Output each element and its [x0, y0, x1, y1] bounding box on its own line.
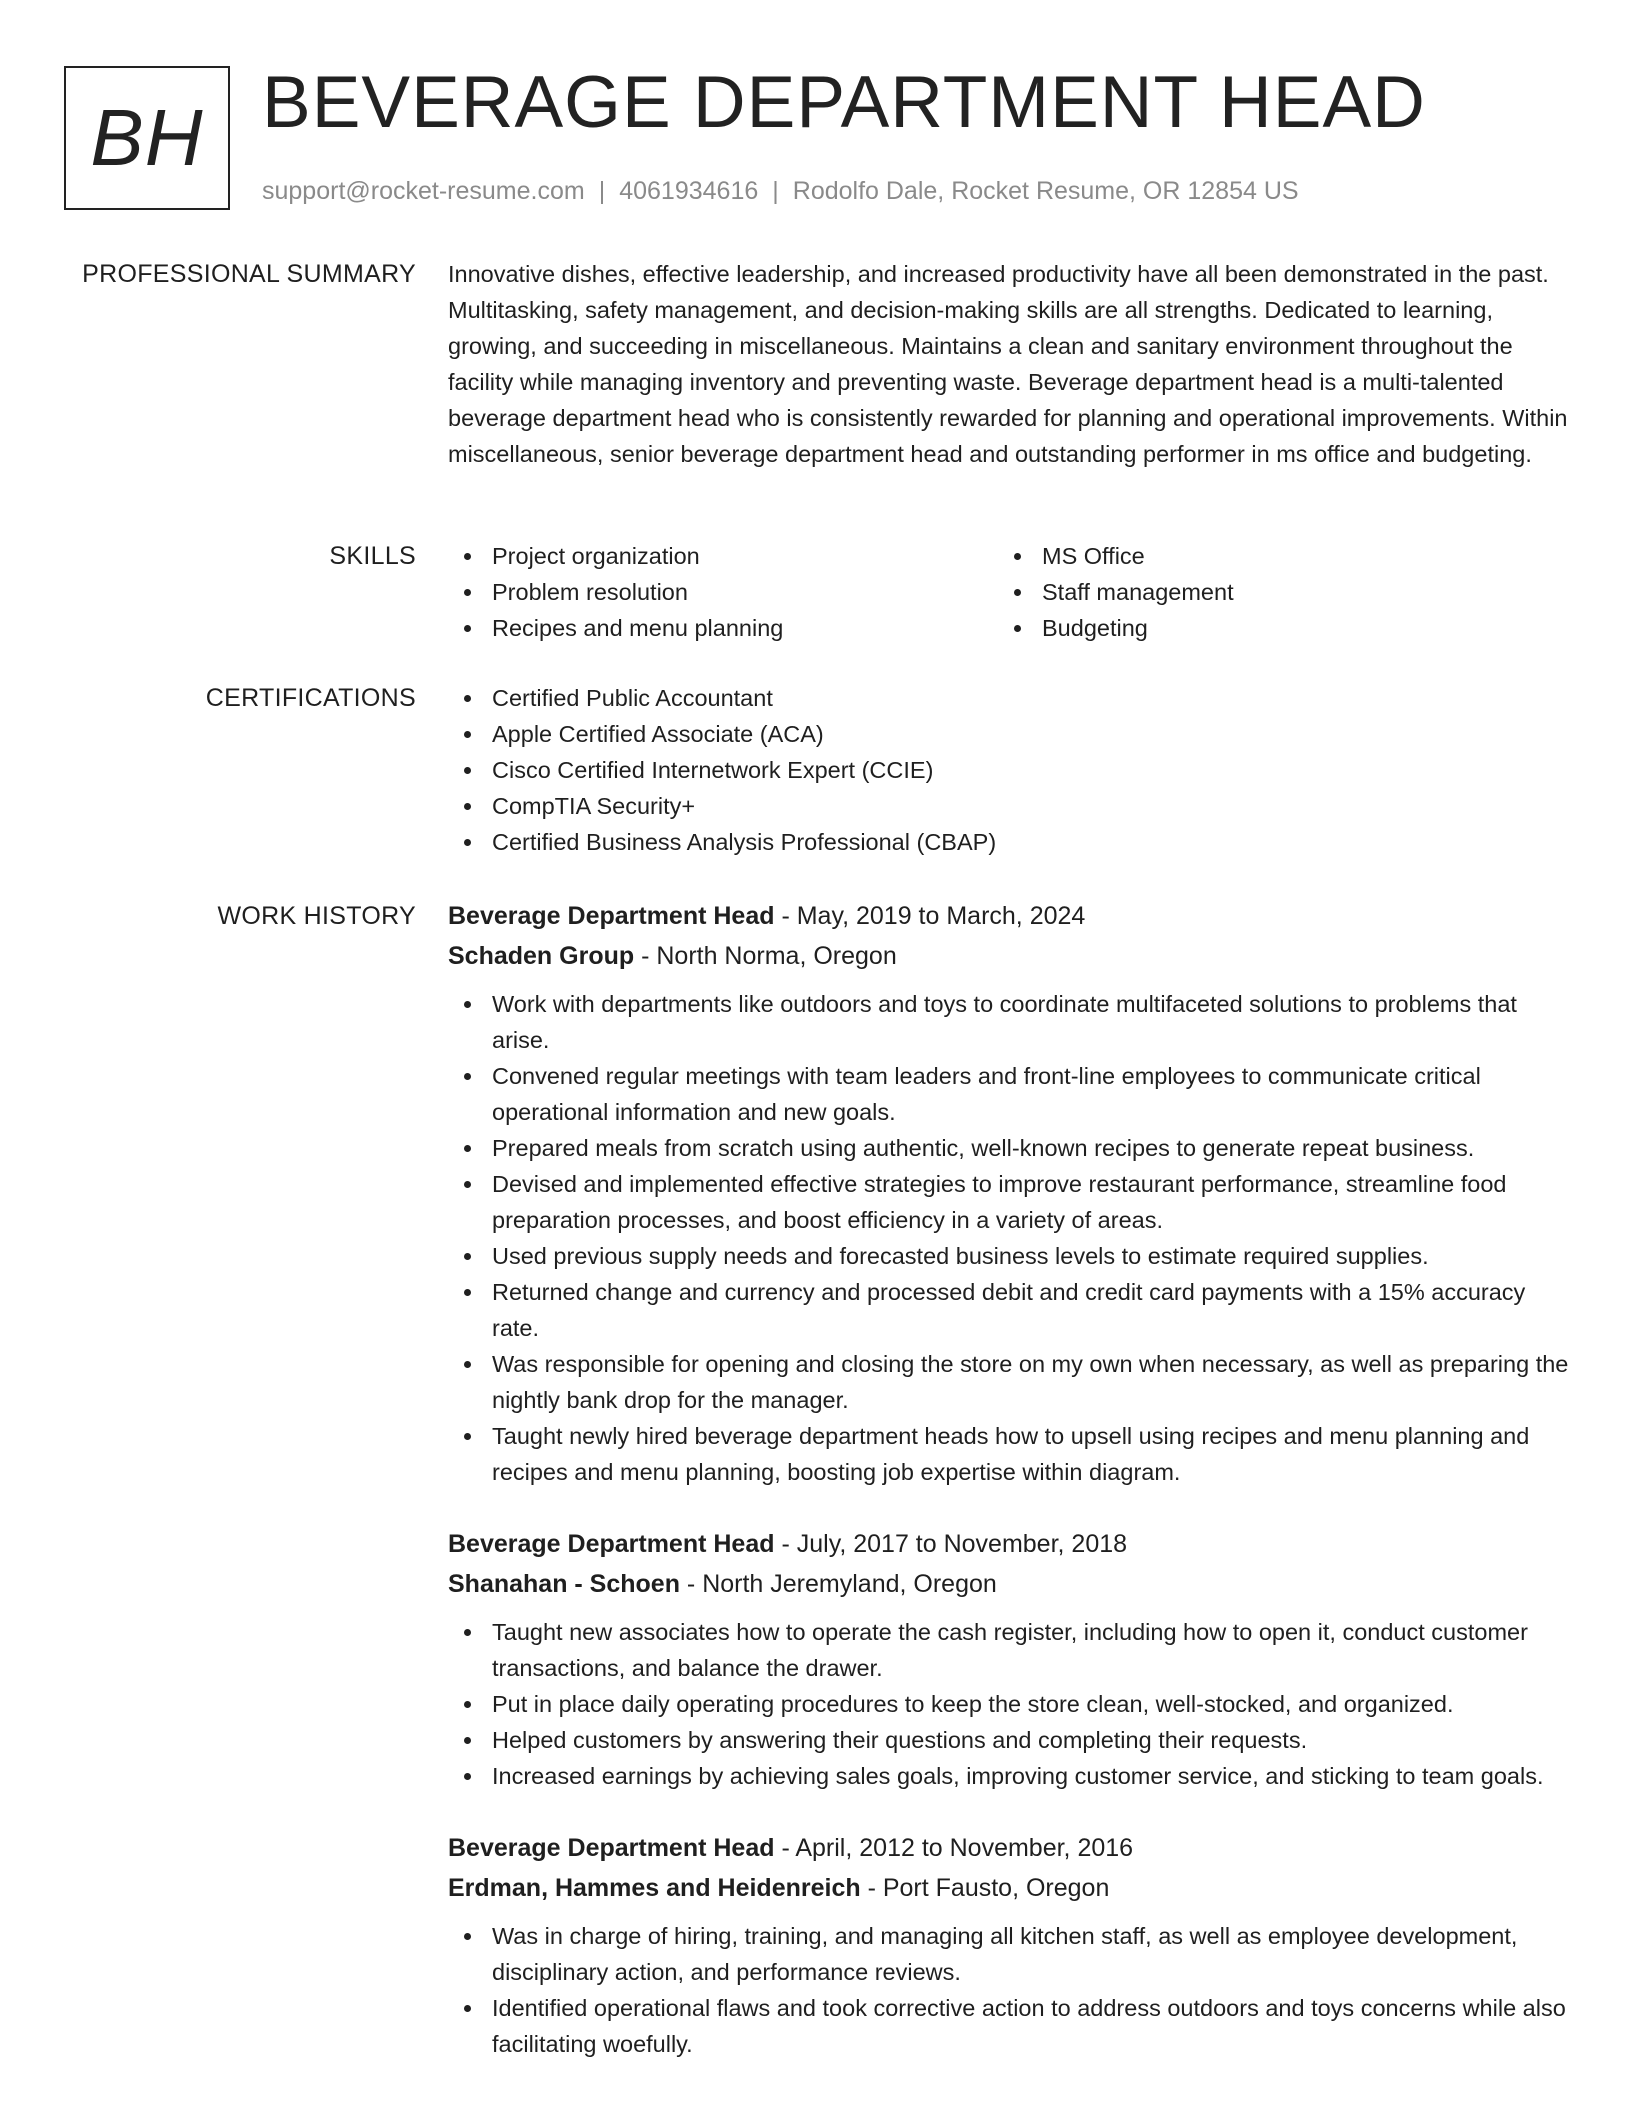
contact-email[interactable]: support@rocket-resume.com — [262, 177, 585, 205]
skill-item: Project organization — [448, 538, 998, 574]
candidate-name: BEVERAGE DEPARTMENT HEAD — [262, 62, 1426, 143]
job-duty: Devised and implemented effective strategies to improve restaurant performance, streamline food preparation processes, and boost efficiency in a variety of areas. — [448, 1166, 1572, 1238]
skill-item: Recipes and menu planning — [448, 610, 998, 646]
section-label-summary: PROFESSIONAL SUMMARY — [82, 260, 416, 288]
job-company: Erdman, Hammes and Heidenreich — [448, 1874, 861, 1902]
job-location: - North Jeremyland, Oregon — [679, 1570, 997, 1598]
job-company: Schaden Group — [448, 942, 635, 970]
job-duties-list — [448, 986, 1572, 1490]
job-duty: Taught newly hired beverage department heads how to upsell using recipes and menu planning and recipes and menu planning, boosting job expertise within diagram. — [448, 1418, 1572, 1490]
certification-item: Cisco Certified Internetwork Expert (CCIE) — [448, 752, 1572, 788]
job-entry — [448, 1524, 1572, 1794]
certification-item: CompTIA Security+ — [448, 788, 1572, 824]
job-title-line — [448, 896, 1572, 936]
job-company-line — [448, 936, 1572, 976]
job-dates: - July, 2017 to November, 2018 — [774, 1530, 1128, 1558]
job-dates: - April, 2012 to November, 2016 — [774, 1834, 1134, 1862]
contact-separator: | — [598, 177, 606, 205]
contact-separator: | — [772, 177, 779, 205]
job-duty: Was in charge of hiring, training, and managing all kitchen staff, as well as employee development, disciplinary action, and performance reviews. — [448, 1918, 1572, 1990]
job-duty: Was responsible for opening and closing the store on my own when necessary, as well as preparing the nightly bank drop for the manager. — [448, 1346, 1572, 1418]
job-company: Shanahan - Schoen — [448, 1570, 680, 1598]
certification-item: Apple Certified Associate (ACA) — [448, 716, 1572, 752]
skill-item: MS Office — [998, 538, 1548, 574]
skills-list-left — [448, 538, 998, 646]
contact-address: Rodolfo Dale, Rocket Resume, OR 12854 US — [792, 177, 1299, 205]
job-duty: Convened regular meetings with team leaders and front-line employees to communicate critical operational information and new goals. — [448, 1058, 1572, 1130]
monogram-logo: BH — [64, 66, 230, 210]
job-company-line — [448, 1564, 1572, 1604]
job-duty: Identified operational flaws and took corrective action to address outdoors and toys concerns while also facilitating woefully. — [448, 1990, 1572, 2062]
work-history-body — [448, 896, 1572, 2062]
contact-phone[interactable]: 4061934616 — [619, 177, 759, 205]
job-title: Beverage Department Head — [448, 902, 775, 930]
certifications-body — [448, 680, 1572, 860]
job-dates: - May, 2019 to March, 2024 — [774, 902, 1086, 930]
skills-body — [448, 538, 1572, 646]
section-label-certifications: CERTIFICATIONS — [205, 684, 416, 712]
job-duties-list — [448, 1918, 1572, 2062]
job-duty: Returned change and currency and processed debit and credit card payments with a 15% accuracy rate. — [448, 1274, 1572, 1346]
section-label-work-history: WORK HISTORY — [217, 902, 416, 930]
skills-list-right — [998, 538, 1548, 646]
job-duty: Used previous supply needs and forecasted business levels to estimate required supplies. — [448, 1238, 1572, 1274]
job-entry — [448, 1828, 1572, 2062]
job-title: Beverage Department Head — [448, 1530, 775, 1558]
job-duty: Put in place daily operating procedures to keep the store clean, well-stocked, and organized. — [448, 1686, 1572, 1722]
job-title: Beverage Department Head — [448, 1834, 775, 1862]
contact-line — [262, 174, 1299, 208]
summary-text: Innovative dishes, effective leadership, and increased productivity have all been demonstrated in the past. Multitasking, safety management, and decision-making skills are all strengths. Dedicated to learning, growing, and succeeding in miscellaneous. Maintains a clean and sanitary environment throughout the facility while managing inventory and preventing waste. Beverage department head is a multi-talented beverage department head who is consistently rewarded for planning and operational improvements. Within miscellaneous, senior beverage department head and outstanding performer in ms office and budgeting. — [448, 261, 1568, 467]
job-title-line — [448, 1828, 1572, 1868]
section-label-skills: SKILLS — [329, 542, 416, 570]
job-duty: Increased earnings by achieving sales goals, improving customer service, and sticking to team goals. — [448, 1758, 1572, 1794]
job-duty: Taught new associates how to operate the cash register, including how to open it, conduct customer transactions, and balance the drawer. — [448, 1614, 1572, 1686]
job-title-line — [448, 1524, 1572, 1564]
job-duties-list — [448, 1614, 1572, 1794]
skill-item: Staff management — [998, 574, 1548, 610]
job-duty: Helped customers by answering their questions and completing their requests. — [448, 1722, 1572, 1758]
job-company-line — [448, 1868, 1572, 1908]
job-duty: Work with departments like outdoors and toys to coordinate multifaceted solutions to problems that arise. — [448, 986, 1572, 1058]
job-duty: Prepared meals from scratch using authentic, well-known recipes to generate repeat business. — [448, 1130, 1572, 1166]
job-entry — [448, 896, 1572, 1490]
certifications-list — [448, 680, 1572, 860]
certification-item: Certified Public Accountant — [448, 680, 1572, 716]
skill-item: Problem resolution — [448, 574, 998, 610]
job-location: - Port Fausto, Oregon — [860, 1874, 1110, 1902]
skill-item: Budgeting — [998, 610, 1548, 646]
job-location: - North Norma, Oregon — [634, 942, 897, 970]
certification-item: Certified Business Analysis Professional (CBAP) — [448, 824, 1572, 860]
